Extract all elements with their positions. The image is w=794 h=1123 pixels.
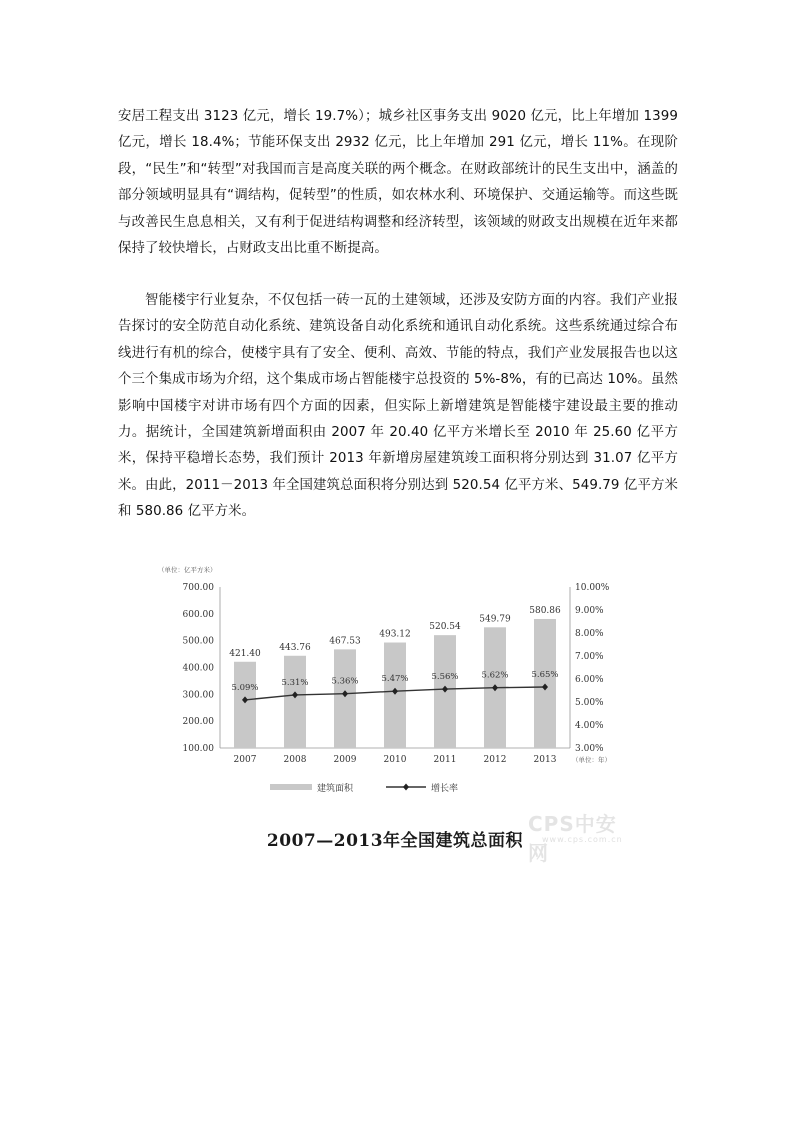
bar-2010 xyxy=(384,643,406,748)
bar-2013 xyxy=(534,619,556,748)
y-left-tick-label: 500.00 xyxy=(182,636,214,647)
bar-label-2008: 443.76 xyxy=(279,642,311,653)
bar-2009 xyxy=(334,649,356,748)
x-tick-label-2010: 2010 xyxy=(383,755,407,765)
x-tick-label-2012: 2012 xyxy=(483,755,507,765)
y-left-unit-label: （单位：亿平方米） xyxy=(158,566,217,574)
y-right-tick-label: 8.00% xyxy=(575,629,604,639)
y-left-tick-label: 400.00 xyxy=(182,663,214,674)
paragraph-1: 安居工程支出 3123 亿元，增长 19.7%）；城乡社区事务支出 9020 亿元，比上年增加 1399 亿元，增长 18.4%；节能环保支出 2932 亿元，比上年增加 291 亿元，增长 11%。在现阶段，“民生”和“转型”对我国而言是高度关联的两个概念。在财政部统计的民生支出中，涵盖的部分领域明显具有“调结构，促转型”的性质，如农林水利、环境保护、交通运输等。而这些既与改善民生息息相关，又有利于促进结构调整和经济转型，该领域的财政支出规模在近年来都保持了较快增长，占财政支出比重不断提高。 xyxy=(118,109,678,257)
growth-label-2009: 5.36% xyxy=(331,676,359,687)
growth-label-2011: 5.56% xyxy=(431,672,459,683)
paragraph-2: 智能楼宇行业复杂，不仅包括一砖一瓦的土建领域，还涉及安防方面的内容。我们产业报告探讨的安全防范自动化系统、建筑设备自动化系统和通讯自动化系统。这些系统通过综合布线进行有机的综合，使楼宇具有了安全、便利、高效、节能的特点，我们产业发展报告也以这个三个集成市场为介绍，这个集成市场占智能楼宇总投资的 5%-8%，有的已高达 10%。虽然影响中国楼宇对讲市场有四个方面的因素，但实际上新增建筑是智能楼宇建设最主要的推动力。据统计，全国建筑新增面积由 2007 年 20.40 亿平方米增长至 2010 年 25.60 亿平方米，保持平稳增长态势，我们预计 2013 年新增房屋建筑竣工面积将分别达到 31.07 亿平方米。由此，2011－2013 年全国建筑总面积将分别达到 520.54 亿平方米、549.79 亿平方米和 580.86 亿平方米。 xyxy=(118,293,678,520)
legend-line-label: 增长率 xyxy=(431,784,459,794)
watermark-logo: CPS中安网 xyxy=(528,812,617,865)
growth-label-2010: 5.47% xyxy=(381,674,409,685)
y-left-tick-label: 300.00 xyxy=(182,690,214,701)
bar-label-2010: 493.12 xyxy=(379,629,411,640)
x-tick-label-2011: 2011 xyxy=(433,755,457,765)
x-tick-label-2009: 2009 xyxy=(333,755,357,765)
watermark-url: www.cps.com.cn xyxy=(542,835,623,844)
y-right-tick-label: 4.00% xyxy=(575,721,604,731)
y-right-tick-label: 7.00% xyxy=(575,652,604,662)
growth-label-2008: 5.31% xyxy=(281,677,309,688)
legend-bar-label: 建筑面积 xyxy=(317,784,354,794)
x-unit-label: （单位：年） xyxy=(572,756,611,764)
y-right-tick-label: 3.00% xyxy=(575,744,604,754)
growth-label-2007: 5.09% xyxy=(231,682,259,693)
bar-label-2012: 549.79 xyxy=(479,614,511,625)
y-right-tick-label: 10.00% xyxy=(575,583,610,593)
y-left-tick-label: 200.00 xyxy=(182,717,214,728)
x-tick-label-2008: 2008 xyxy=(283,755,307,765)
y-left-tick-label: 700.00 xyxy=(182,583,214,593)
x-tick-label-2013: 2013 xyxy=(533,755,557,765)
area-growth-chart xyxy=(150,560,630,800)
y-left-tick-label: 600.00 xyxy=(182,609,214,620)
y-right-tick-label: 6.00% xyxy=(575,675,604,685)
bar-label-2013: 580.86 xyxy=(529,605,561,616)
y-left-tick-label: 100.00 xyxy=(182,744,214,754)
bar-2007 xyxy=(234,662,256,748)
bar-2008 xyxy=(284,656,306,748)
y-right-tick-label: 9.00% xyxy=(575,606,604,616)
growth-label-2013: 5.65% xyxy=(531,670,559,681)
x-tick-label-2007: 2007 xyxy=(233,755,257,765)
legend-line-marker xyxy=(403,784,409,791)
growth-label-2012: 5.62% xyxy=(481,670,509,681)
figure-caption: 2007—2013年全国建筑总面积 xyxy=(266,831,524,851)
bar-label-2009: 467.53 xyxy=(329,636,361,647)
y-right-tick-label: 5.00% xyxy=(575,698,604,708)
bar-label-2011: 520.54 xyxy=(429,622,461,633)
bar-label-2007: 421.40 xyxy=(229,648,261,659)
chart-figure xyxy=(150,560,630,865)
legend-bar-swatch xyxy=(270,784,312,790)
